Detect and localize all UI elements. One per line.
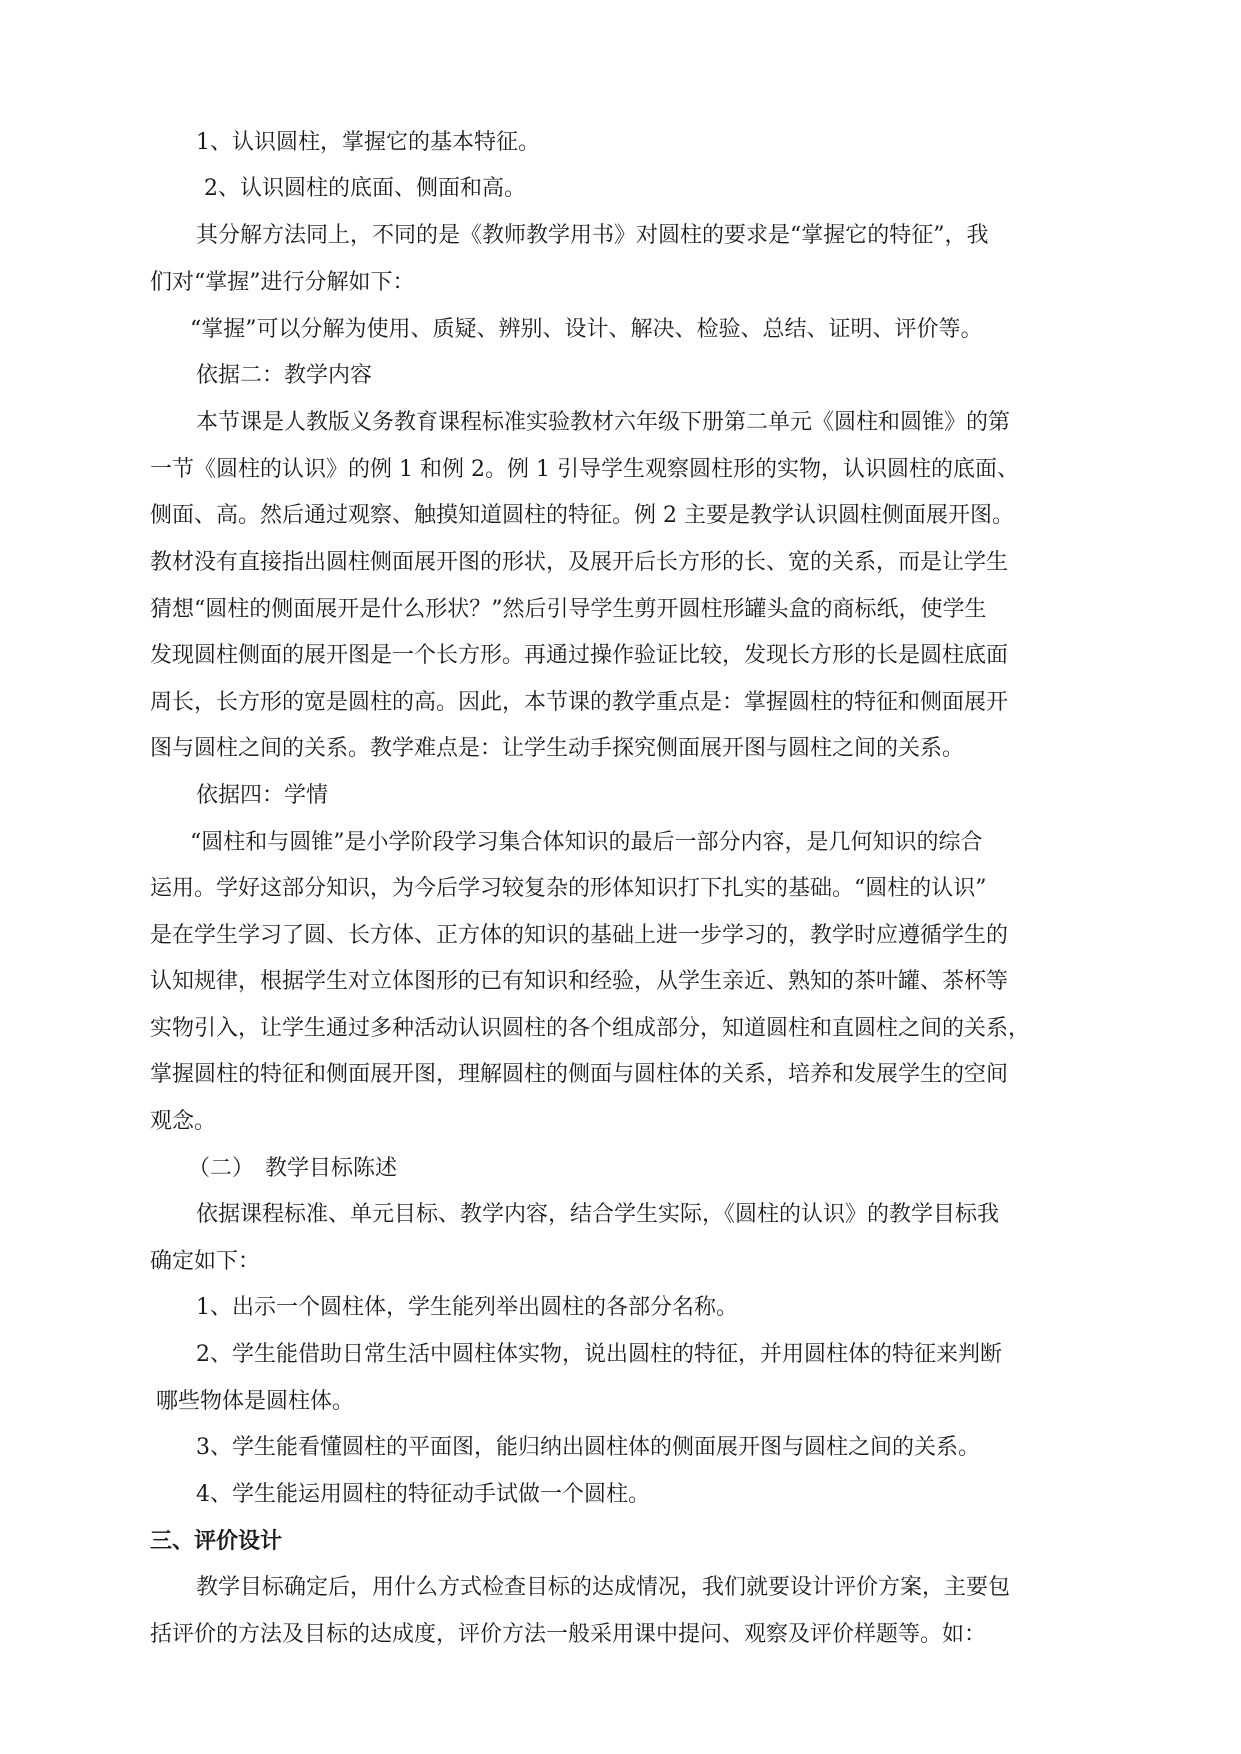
- text-line: “掌握”可以分解为使用、质疑、辨别、设计、解决、检验、总结、证明、评价等。: [190, 317, 983, 342]
- text-line: 周长，长方形的宽是圆柱的高。因此，本节课的教学重点是：掌握圆柱的特征和侧面展开: [150, 690, 1009, 715]
- text-line: “圆柱和与圆锥”是小学阶段学习集合体知识的最后一部分内容，是几何知识的综合: [190, 830, 983, 855]
- list-item: 4、学生能运用圆柱的特征动手试做一个圆柱。: [196, 1482, 650, 1507]
- section-heading: 三、评价设计: [150, 1529, 283, 1554]
- text-line: 猜想“圆柱的侧面展开是什么形状？”然后引导学生剪开圆柱形罐头盒的商标纸，使学生: [150, 597, 987, 622]
- list-item: 1、出示一个圆柱体，学生能列举出圆柱的各部分名称。: [196, 1295, 738, 1320]
- text-line: 一节《圆柱的认识》的例 1 和例 2。例 1 引导学生观察圆柱形的实物，认识圆柱的底面、: [150, 457, 1019, 482]
- text-line: 其分解方法同上，不同的是《教师教学用书》对圆柱的要求是“掌握它的特征”，我: [196, 223, 989, 248]
- section-subheading: （二） 教学目标陈述: [188, 1156, 398, 1181]
- list-item: 3、学生能看懂圆柱的平面图，能归纳出圆柱体的侧面展开图与圆柱之间的关系。: [196, 1435, 980, 1460]
- text-line: 认知规律，根据学生对立体图形的已有知识和经验，从学生亲近、熟知的茶叶罐、茶杯等: [150, 969, 1009, 994]
- text-line: 是在学生学习了圆、长方体、正方体的知识的基础上进一步学习的，教学时应遵循学生的: [150, 923, 1009, 948]
- text-line: 实物引入，让学生通过多种活动认识圆柱的各个组成部分，知道圆柱和直圆柱之间的关系，: [150, 1016, 1031, 1041]
- text-line: 依据课程标准、单元目标、教学内容，结合学生实际，《圆柱的认识》的教学目标我: [196, 1202, 1000, 1227]
- list-item-continuation: 哪些物体是圆柱体。: [156, 1389, 355, 1414]
- text-line: 图与圆柱之间的关系。教学难点是：让学生动手探究侧面展开图与圆柱之间的关系。: [150, 736, 965, 761]
- section-subheading: 依据二：教学内容: [196, 363, 373, 388]
- text-line: 1、认识圆柱，掌握它的基本特征。: [196, 130, 540, 155]
- list-item: 2、学生能借助日常生活中圆柱体实物，说出圆柱的特征，并用圆柱体的特征来判断: [196, 1342, 1002, 1367]
- text-line: 2、认识圆柱的底面、侧面和高。: [204, 176, 526, 201]
- text-line: 运用。学好这部分知识，为今后学习较复杂的形体知识打下扎实的基础。“圆柱的认识”: [150, 876, 987, 901]
- text-line: 括评价的方法及目标的达成度，评价方法一般采用课中提问、观察及评价样题等。如：: [150, 1622, 987, 1647]
- section-subheading: 依据四：学情: [196, 783, 329, 808]
- text-line: 观念。: [150, 1109, 217, 1134]
- text-line: 们对“掌握”进行分解如下：: [150, 270, 415, 295]
- text-line: 确定如下：: [150, 1249, 261, 1274]
- text-line: 掌握圆柱的特征和侧面展开图，理解圆柱的侧面与圆柱体的关系，培养和发展学生的空间: [150, 1062, 1009, 1087]
- text-line: 侧面、高。然后通过观察、触摸知道圆柱的特征。例 2 主要是教学认识圆柱侧面展开图。: [150, 503, 1014, 528]
- text-line: 发现圆柱侧面的展开图是一个长方形。再通过操作验证比较，发现长方形的长是圆柱底面: [150, 643, 1009, 668]
- text-line: 教材没有直接指出圆柱侧面展开图的形状，及展开后长方形的长、宽的关系，而是让学生: [150, 550, 1009, 575]
- text-line: 教学目标确定后，用什么方式检查目标的达成情况，我们就要设计评价方案，主要包: [196, 1575, 1011, 1600]
- text-line: 本节课是人教版义务教育课程标准实验教材六年级下册第二单元《圆柱和圆锥》的第: [196, 410, 1011, 435]
